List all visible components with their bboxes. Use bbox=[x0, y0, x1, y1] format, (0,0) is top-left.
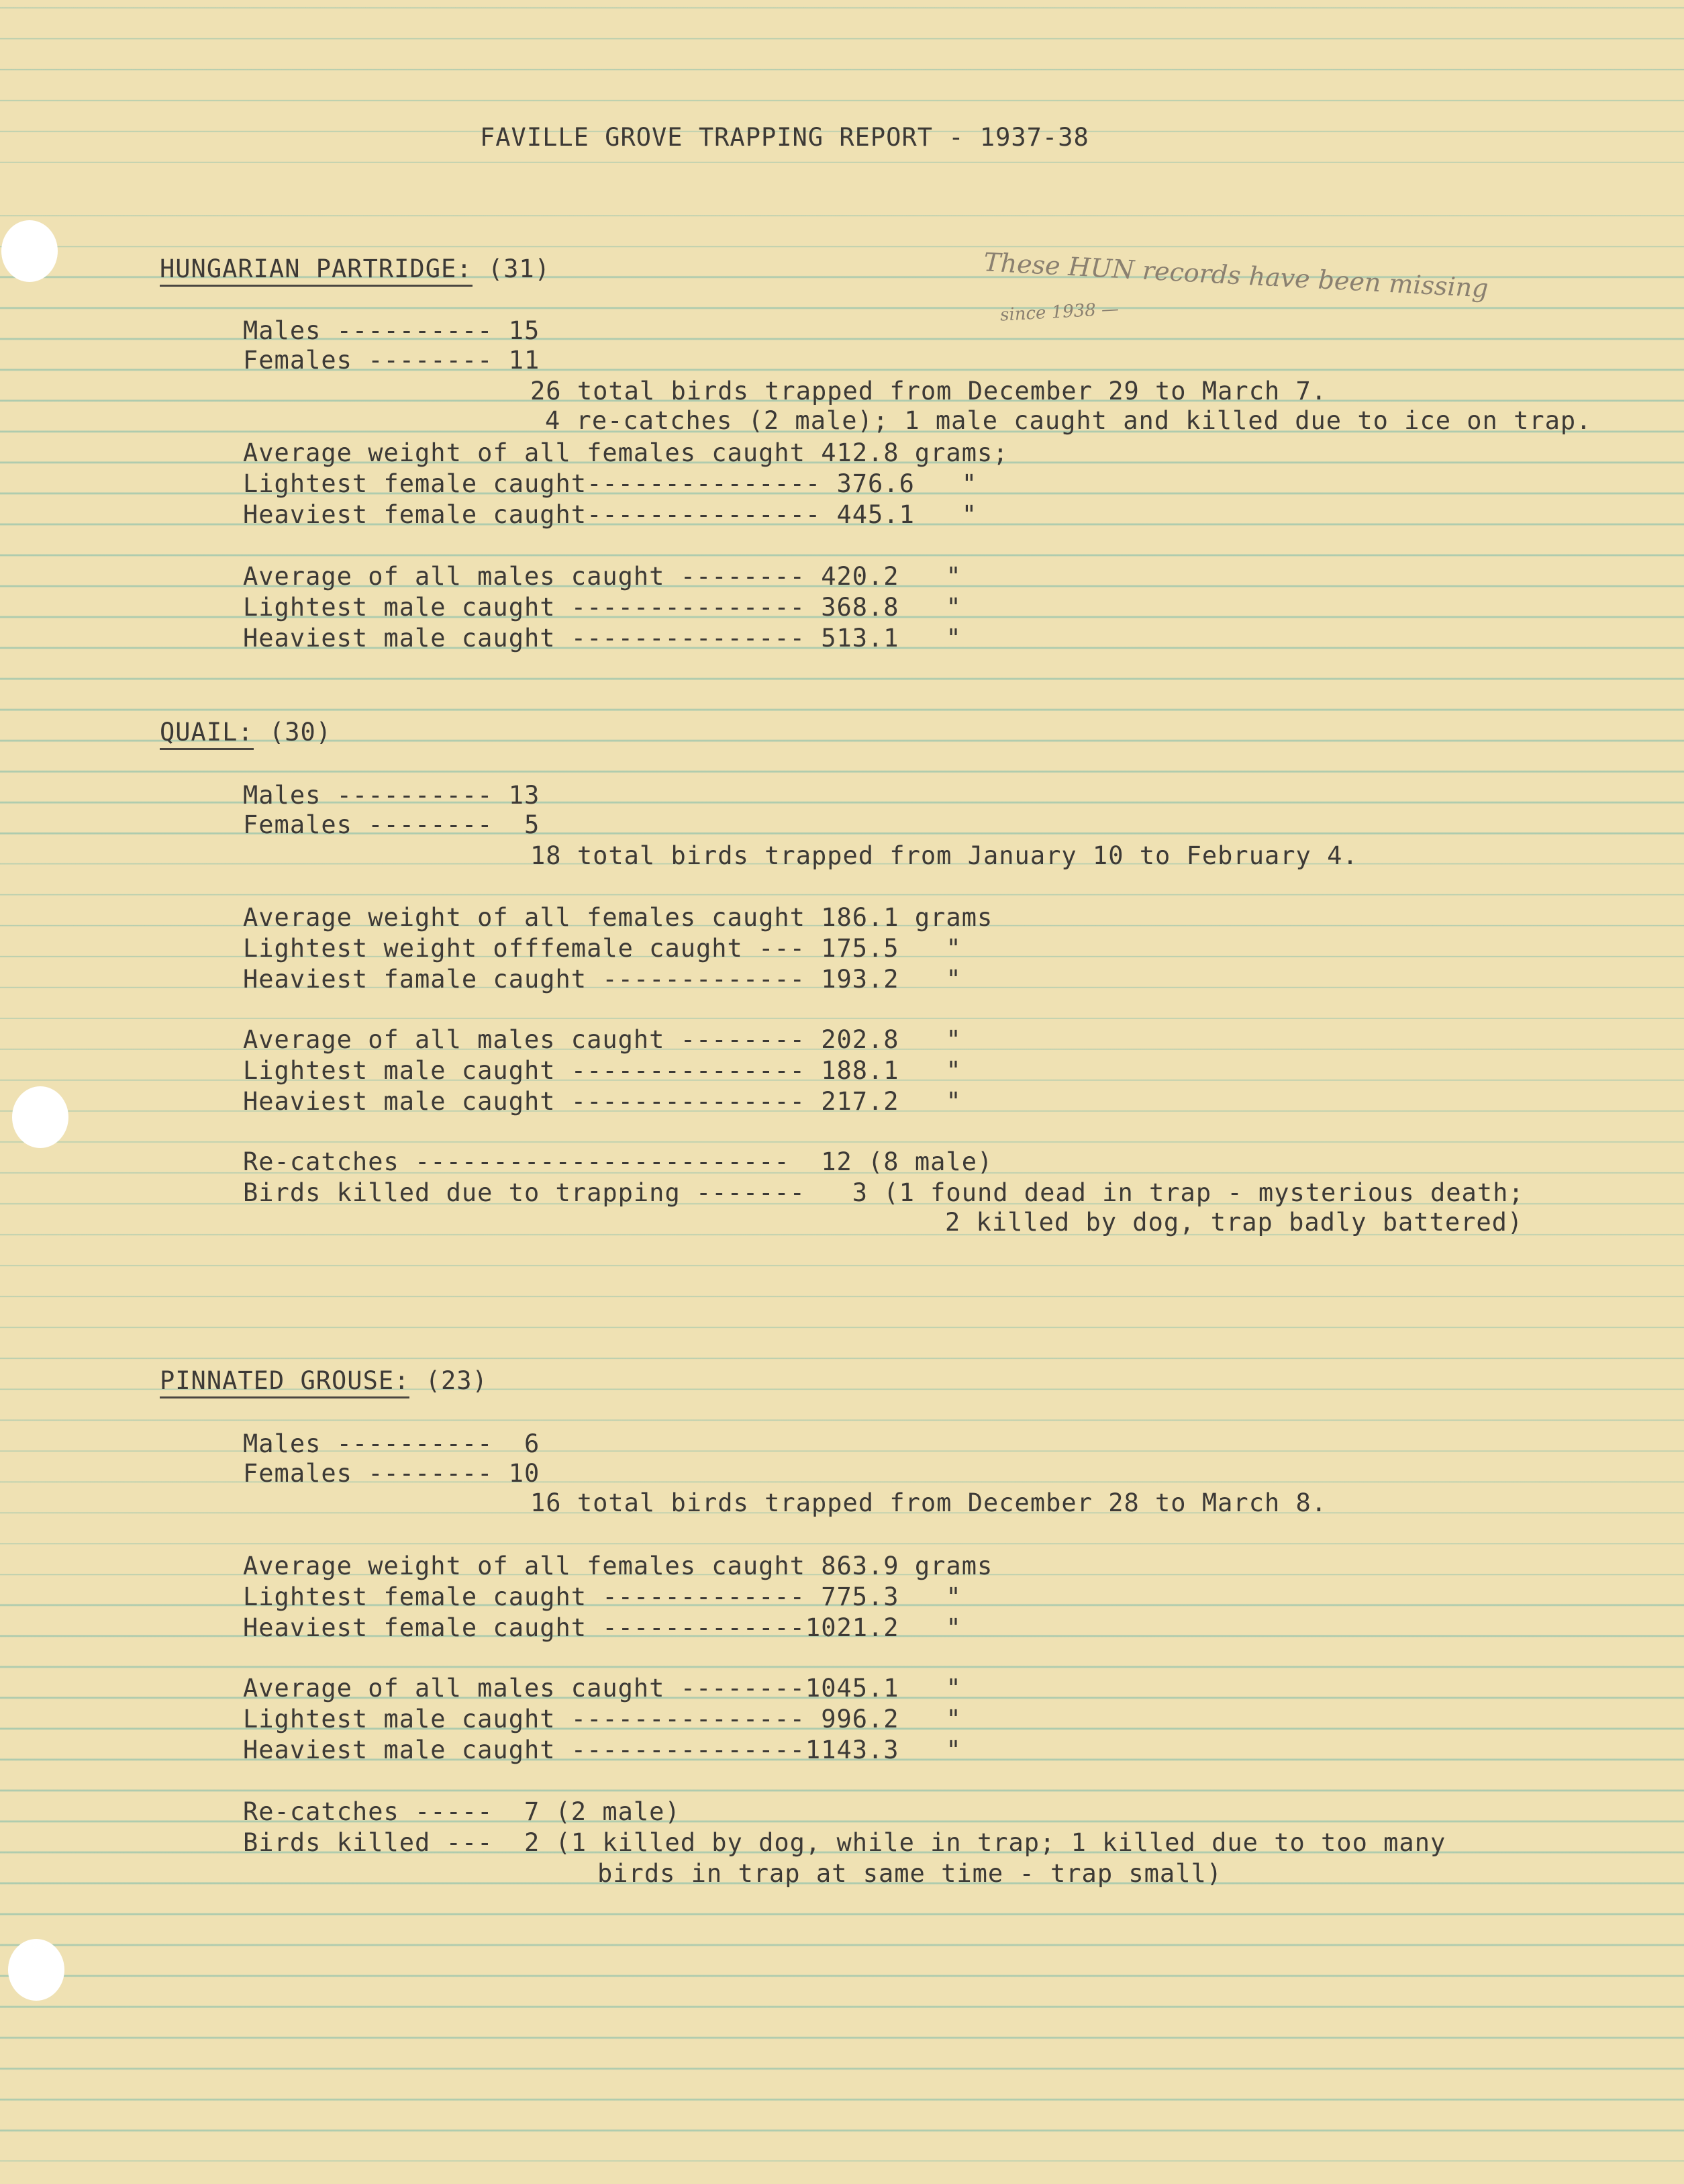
binder-hole bbox=[1, 220, 58, 282]
recatches-row: Re-catches ------------------------ 12 (8 male) bbox=[243, 1147, 993, 1176]
section-heading-hungarian bbox=[160, 254, 550, 285]
heading-text: QUAIL: bbox=[160, 718, 254, 750]
weight-row: Lightest female caught--------------- 376.6 " bbox=[243, 469, 977, 498]
weight-row: Average of all males caught -------- 202.8 " bbox=[243, 1025, 962, 1054]
weight-row: Average weight of all females caught 412.8 grams; bbox=[243, 438, 1009, 467]
weight-row: Average weight of all females caught 186.1 grams bbox=[243, 903, 993, 932]
weight-row: Heaviest male caught --------------- 217.2 " bbox=[243, 1087, 962, 1116]
killed-row: Birds killed due to trapping ------- 3 (1 found dead in trap - mysterious death; bbox=[243, 1178, 1524, 1207]
weight-row: Lightest female caught ------------- 775.3 " bbox=[243, 1582, 962, 1611]
section-count: (31) bbox=[487, 254, 550, 283]
section-heading-quail bbox=[160, 717, 332, 748]
males-count: Males ---------- 13 bbox=[243, 781, 540, 810]
females-count: Females -------- 11 bbox=[243, 346, 540, 375]
weight-row: Heaviest famale caught ------------- 193.2 " bbox=[243, 965, 962, 994]
females-count: Females -------- 5 bbox=[243, 810, 540, 839]
killed-row-continued: 2 killed by dog, trap badly battered) bbox=[945, 1208, 1524, 1237]
handwritten-note-date: since 1938 — bbox=[999, 299, 1120, 326]
weight-row: Heaviest female caught -------------1021.2 " bbox=[243, 1613, 962, 1642]
recatches-row: Re-catches ----- 7 (2 male) bbox=[243, 1797, 681, 1826]
total-trapped: 16 total birds trapped from December 28 to March 8. bbox=[530, 1488, 1328, 1517]
weight-row: Lightest male caught --------------- 996.2 " bbox=[243, 1705, 962, 1734]
weight-row: Lightest male caught --------------- 188.1 " bbox=[243, 1056, 962, 1085]
total-trapped: 26 total birds trapped from December 29 to March 7. bbox=[530, 377, 1328, 406]
weight-row: Lightest male caught --------------- 368.8 " bbox=[243, 593, 962, 622]
killed-row-continued: birds in trap at same time - trap small) bbox=[597, 1859, 1223, 1888]
weight-row: Heaviest female caught--------------- 445.1 " bbox=[243, 500, 977, 529]
weight-row: Average of all males caught --------1045.1 " bbox=[243, 1674, 962, 1703]
binder-hole bbox=[12, 1086, 68, 1148]
weight-row: Heaviest male caught --------------- 513.1 " bbox=[243, 624, 962, 653]
weight-row: Average of all males caught -------- 420.2 " bbox=[243, 562, 962, 591]
females-count: Females -------- 10 bbox=[243, 1459, 540, 1488]
heading-text: PINNATED GROUSE: bbox=[160, 1366, 409, 1398]
males-count: Males ---------- 15 bbox=[243, 316, 540, 345]
handwritten-note: These HUN records have been missing bbox=[983, 247, 1489, 303]
recatches-note: 4 re-catches (2 male); 1 male caught and killed due to ice on trap. bbox=[545, 406, 1592, 435]
killed-row: Birds killed --- 2 (1 killed by dog, while in trap; 1 killed due to too many bbox=[243, 1828, 1446, 1857]
binder-hole bbox=[8, 1939, 64, 2001]
males-count: Males ---------- 6 bbox=[243, 1429, 540, 1458]
weight-row: Heaviest male caught ---------------1143.3 " bbox=[243, 1736, 962, 1764]
heading-text: HUNGARIAN PARTRIDGE: bbox=[160, 254, 473, 287]
total-trapped: 18 total birds trapped from January 10 to February 4. bbox=[530, 841, 1358, 870]
section-count: (30) bbox=[268, 718, 332, 747]
weight-row: Average weight of all females caught 863.9 grams bbox=[243, 1552, 993, 1580]
section-heading-grouse bbox=[160, 1366, 488, 1396]
section-count: (23) bbox=[425, 1366, 488, 1395]
report-title: FAVILLE GROVE TRAPPING REPORT - 1937-38 bbox=[480, 123, 1089, 152]
weight-row: Lightest weight offfemale caught --- 175.5 " bbox=[243, 934, 962, 963]
